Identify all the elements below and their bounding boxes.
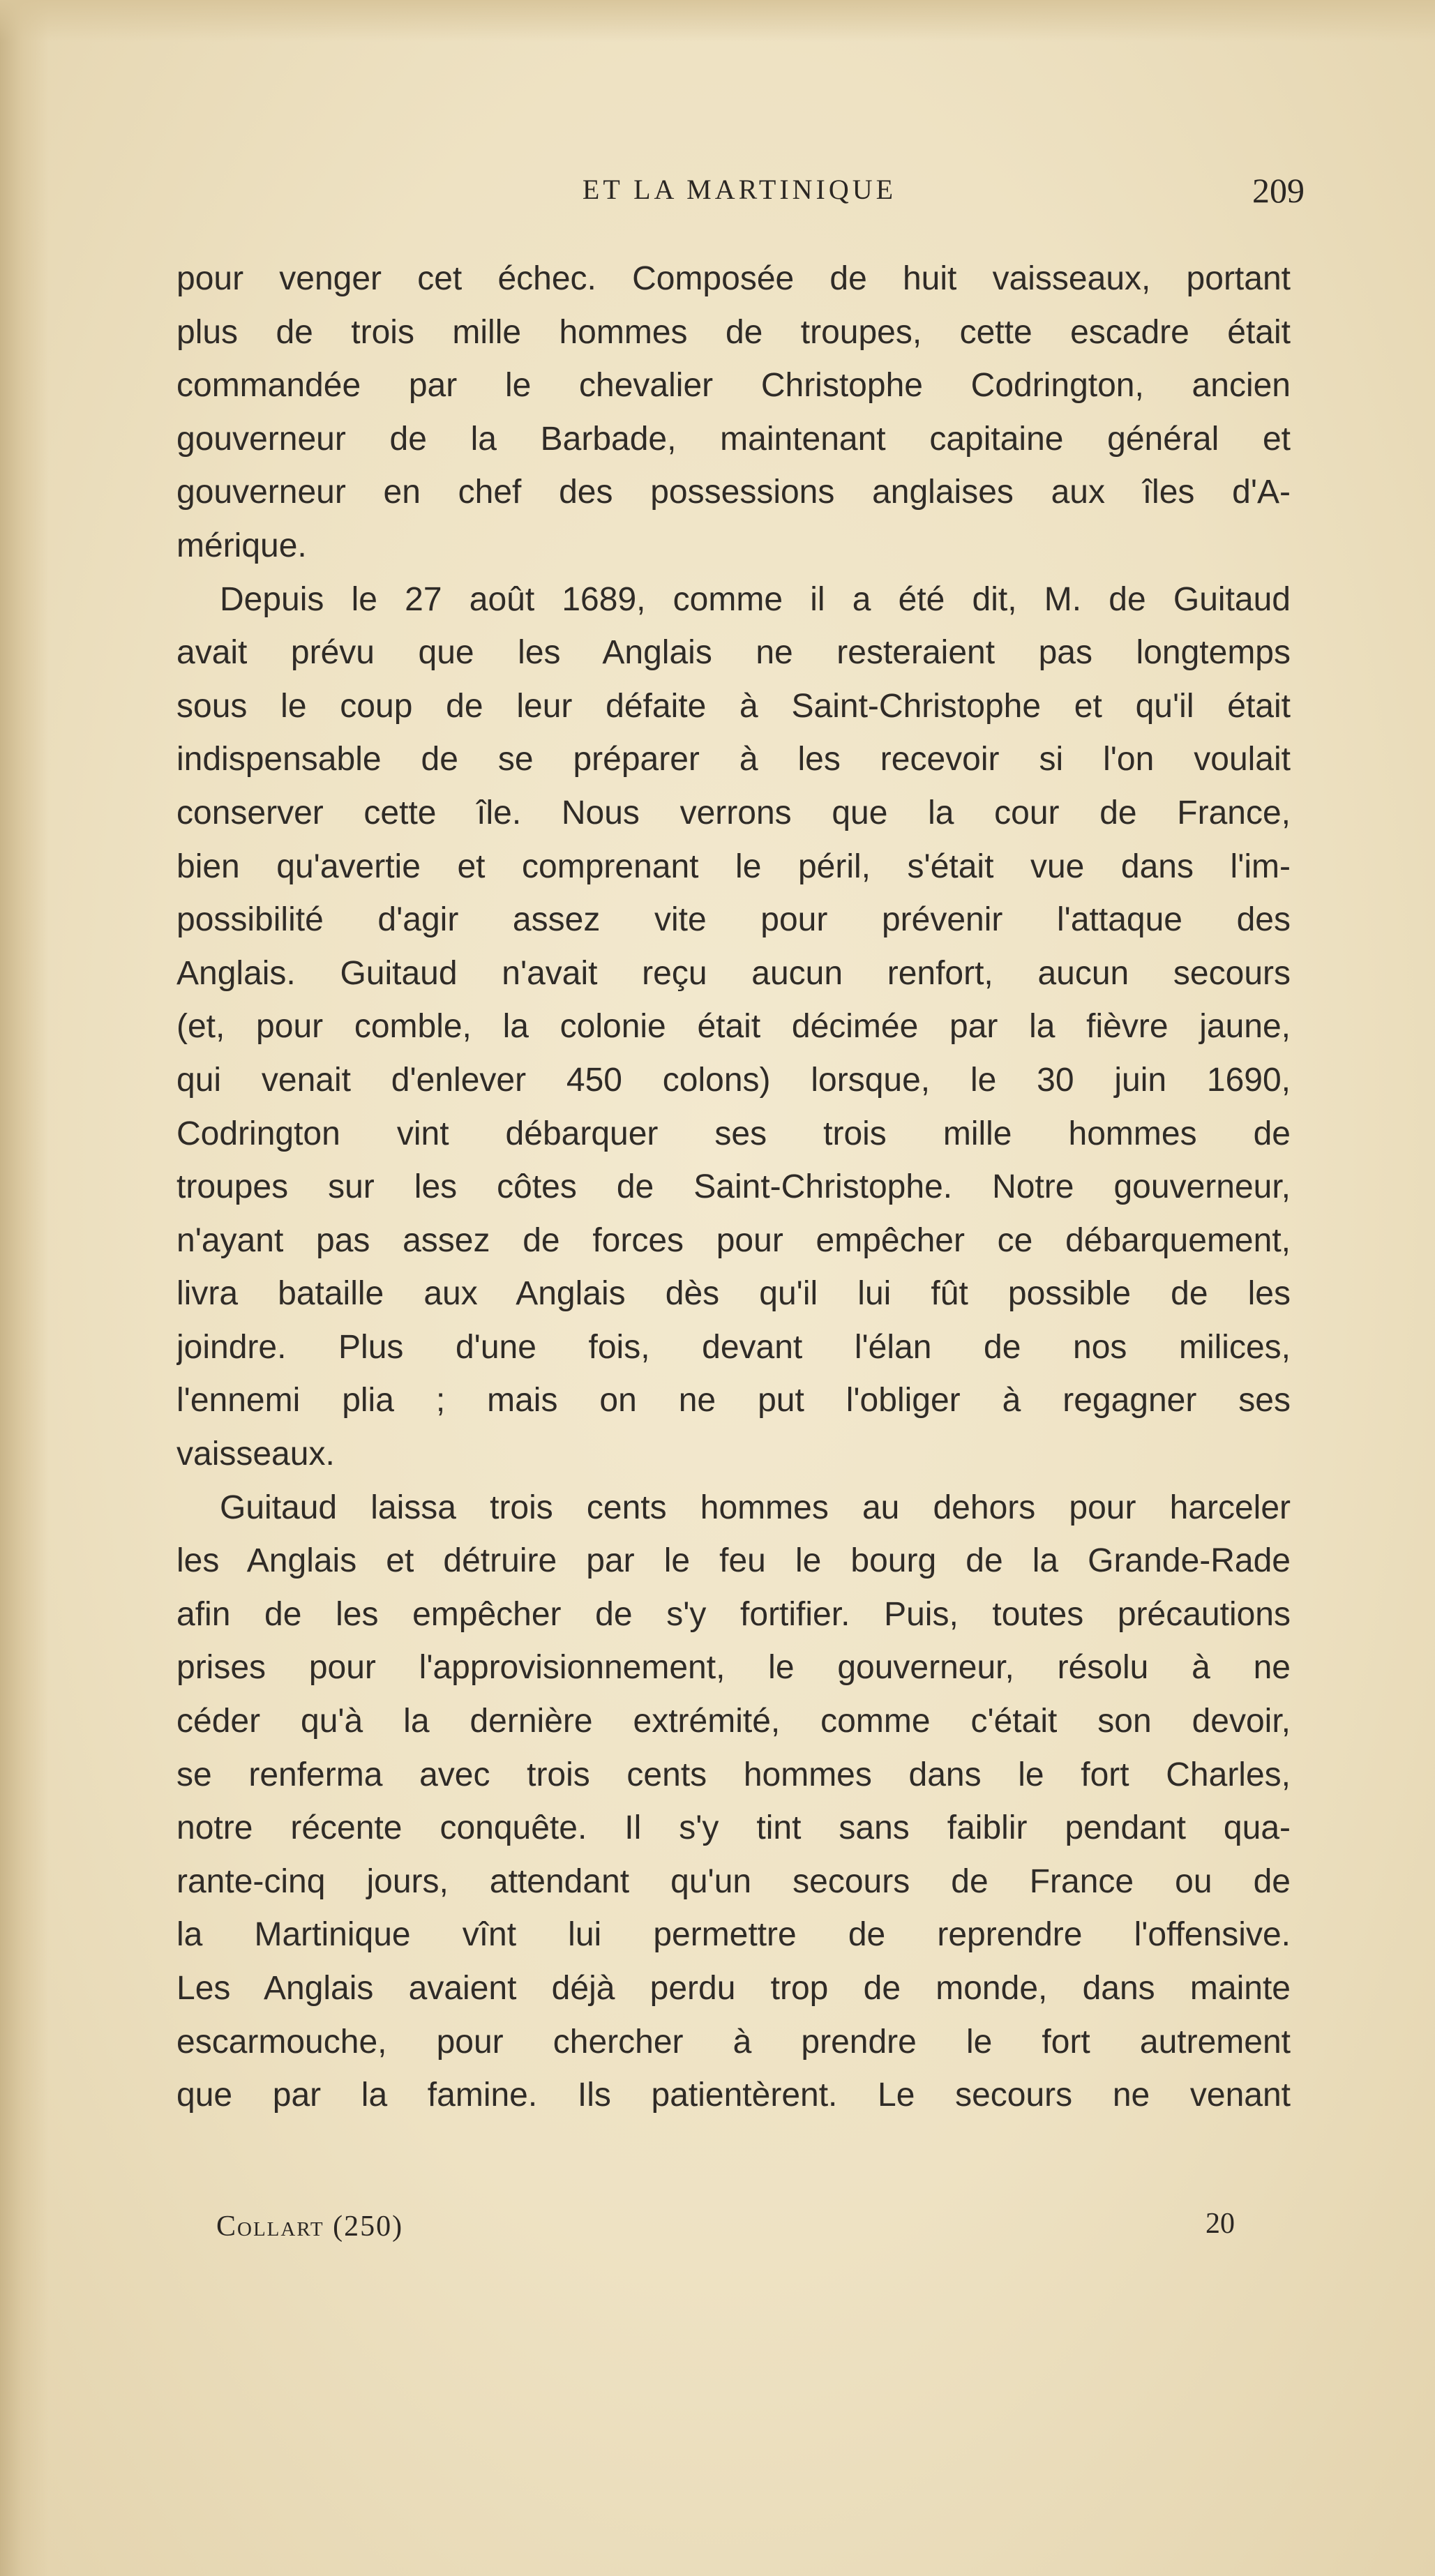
text-line: Les Anglais avaient déjà perdu trop de monde, dans mainte — [176, 1970, 1291, 2007]
text-line: joindre. Plus d'une fois, devant l'élan de nos milices, — [176, 1328, 1291, 1366]
text-line: conserver cette île. Nous verrons que la cour de France, — [176, 794, 1291, 831]
text-line: Depuis le 27 août 1689, comme il a été dit, M. de Guitaud — [220, 580, 1291, 618]
text-line: vaisseaux. — [176, 1436, 335, 1473]
text-line: plus de trois mille hommes de troupes, cette escadre était — [176, 313, 1291, 351]
page-top-shadow — [0, 0, 1435, 42]
text-line: Codrington vint débarquer ses trois mille hommes de — [176, 1115, 1291, 1152]
text-line: possibilité d'agir assez vite pour prévenir l'attaque des — [176, 901, 1291, 939]
text-line: n'ayant pas assez de forces pour empêcher ce débarquement, — [176, 1221, 1291, 1259]
text-line: les Anglais et détruire par le feu le bourg de la Grande-Rade — [176, 1542, 1291, 1580]
text-line: pour venger cet échec. Composée de huit vaisseaux, portant — [176, 260, 1291, 297]
text-line: escarmouche, pour chercher à prendre le fort autrement — [176, 2023, 1291, 2061]
text-line: gouverneur de la Barbade, maintenant capitaine général et — [176, 420, 1291, 458]
text-line: l'ennemi plia ; mais on ne put l'obliger à regagner ses — [176, 1382, 1291, 1419]
text-line: prises pour l'approvisionnement, le gouverneur, résolu à ne — [176, 1649, 1291, 1687]
text-line: se renferma avec trois cents hommes dans le fort Charles, — [176, 1756, 1291, 1793]
text-line: mérique. — [176, 527, 307, 564]
text-line: avait prévu que les Anglais ne resteraient pas longtemps — [176, 634, 1291, 672]
page-edge-shadow — [0, 0, 49, 2576]
text-line: notre récente conquête. Il s'y tint sans faiblir pendant qua- — [176, 1809, 1291, 1847]
page-number: 209 — [1252, 171, 1305, 210]
text-line: céder qu'à la dernière extrémité, comme c'était son devoir, — [176, 1703, 1291, 1740]
text-line: bien qu'avertie et comprenant le péril, s'était vue dans l'im- — [176, 848, 1291, 885]
sheet-number: 20 — [1205, 2208, 1235, 2240]
text-line: que par la famine. Ils patientèrent. Le secours ne venant — [176, 2077, 1291, 2114]
text-line: livra bataille aux Anglais dès qu'il lui fût possible de les — [176, 1275, 1291, 1313]
text-line: troupes sur les côtes de Saint-Christophe. Notre gouverneur, — [176, 1168, 1291, 1206]
printer-signature: Collart (250) — [216, 2210, 404, 2243]
page-footer — [216, 2210, 1235, 2252]
text-line: la Martinique vînt lui permettre de reprendre l'offensive. — [176, 1916, 1291, 1954]
text-line: gouverneur en chef des possessions anglaises aux îles d'A- — [176, 474, 1291, 511]
text-line: (et, pour comble, la colonie était décimée par la fièvre jaune, — [176, 1008, 1291, 1046]
text-line: commandée par le chevalier Christophe Codrington, ancien — [176, 367, 1291, 405]
text-line: Guitaud laissa trois cents hommes au dehors pour harceler — [220, 1489, 1291, 1526]
text-line: qui venait d'enlever 450 colons) lorsque, le 30 juin 1690, — [176, 1061, 1291, 1099]
running-title: ET LA MARTINIQUE — [582, 174, 897, 205]
text-line: sous le coup de leur défaite à Saint-Christophe et qu'il était — [176, 687, 1291, 725]
text-line: afin de les empêcher de s'y fortifier. Puis, toutes précautions — [176, 1595, 1291, 1633]
text-line: rante-cinq jours, attendant qu'un secours de France ou de — [176, 1862, 1291, 1900]
text-line: indispensable de se préparer à les recevoir si l'on voulait — [176, 741, 1291, 778]
text-line: Anglais. Guitaud n'avait reçu aucun renfort, aucun secours — [176, 954, 1291, 992]
running-head — [174, 173, 1305, 215]
body-text — [176, 253, 1291, 2123]
